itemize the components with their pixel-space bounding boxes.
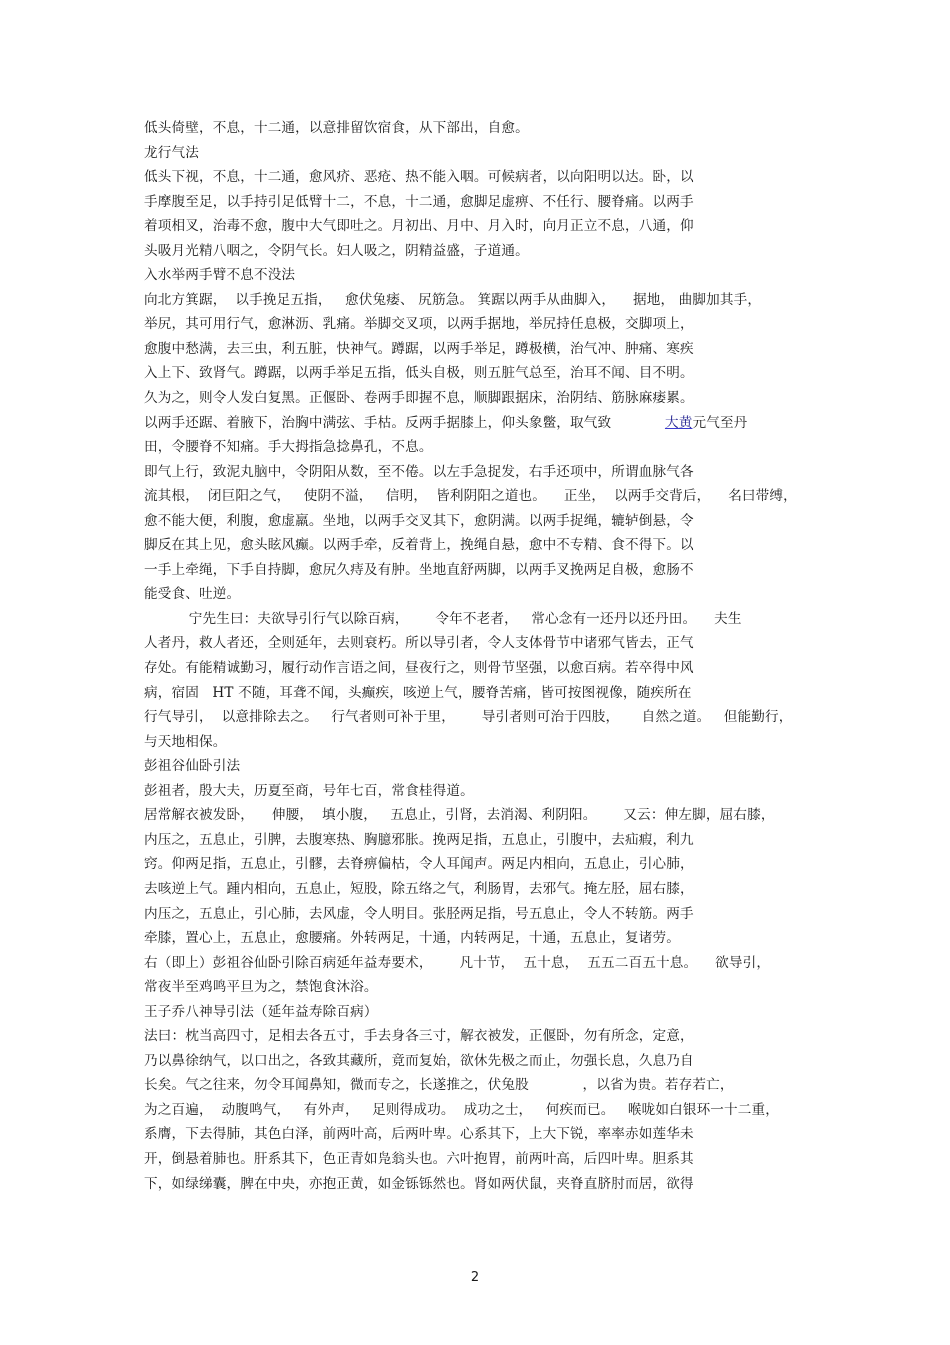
text-line: 下，如绿绨囊，脾在中央，亦抱正黄，如金铄铄然也。肾如两伏鼠，夹脊直脐肘而居，欲得 — [144, 1175, 694, 1192]
text-line: 居常解衣被发卧， 伸腰， 填小腹， 五息止，引肾，去消渴、利阴阳。 又云：伸左脚，屈右膝， — [144, 807, 775, 824]
text-line: 行气导引， 以意排除去之。 行气者则可补于里， 导引者则可治于四肢， 自然之道。 但能勤行， — [144, 709, 793, 726]
section-heading: 龙行气法 — [144, 144, 199, 161]
text-line — [144, 411, 824, 436]
text-line: 乃以鼻徐纳气，以口出之，各致其藏所，竟而复始，欲休先极之而止，勿强长息，久息乃自 — [144, 1052, 694, 1069]
text-line: 手摩腹至足，以手持引足低臂十二，不息，十二通，愈脚足虚痹、不任行、腰脊痛。以两手 — [144, 193, 694, 210]
text-line: 法曰：枕当高四寸，足相去各五寸，手去身各三寸，解衣被发，正偃卧，勿有所念，定意， — [144, 1028, 694, 1045]
text-line: 脚反在其上见，愈头眩风癫。以两手牵，反着背上，挽绳自悬，愈中不专精、食不得下。以 — [144, 537, 694, 554]
text-line: 常夜半至鸡鸣平旦为之，禁饱食沐浴。 — [144, 979, 378, 996]
text-line: 系膺，下去得肺，其色白泽，前两叶高，后两叶卑。心系其下，上大下锐，率率赤如莲华未 — [144, 1126, 694, 1143]
text-line: 为之百遍， 动腹鸣气， 有外声， 足则得成功。 成功之士， 何疾而已。 喉咙如白银环一十二重， — [144, 1101, 780, 1118]
text-line: 愈腹中愁满，去三虫，利五脏，快神气。蹲踞，以两手举足，蹲极横，治气冲、肿痛、寒疾 — [144, 340, 694, 357]
text-line: 低头下视，不息，十二通，愈风疥、恶疮、热不能入咽。可候病者，以向阳明以达。卧，以 — [144, 169, 694, 186]
text-line: 入上下、致肾气。蹲踞，以两手举足五指，低头自极，则五脏气总至，治耳不闻、目不明。 — [144, 365, 694, 382]
text-line: 去咳逆上气。踵内相向，五息止，短股，除五络之气，利肠胃，去邪气。掩左胫，屈右膝， — [144, 880, 694, 897]
text-line: 愈不能大便，利腹，愈虚羸。坐地，以两手交叉其下，愈阴满。以两手捉绳，辘轳倒悬，令 — [144, 512, 694, 529]
text-line: 宁先生曰：夫欲导引行气以除百病， 令年不老者， 常心念有一还丹以还丹田。 夫生 — [144, 610, 742, 627]
text-line: 向北方箕踞， 以手挽足五指， 愈伏兔痿、 尻筋急。 箕踞以两手从曲脚入， 据地， 曲脚加其手， — [144, 291, 762, 308]
section-heading: 王子乔八神导引法（延年益寿除百病） — [144, 1003, 378, 1020]
text-line: 流其根， 闭巨阳之气， 使阴不溢， 信明， 皆利阴阳之道也。 正坐， 以两手交背后， 名曰带缚， — [144, 488, 797, 505]
text-line: 内压之，五息止，引心肺，去风虚，令人明目。张胫两足指，号五息止，令人不转筋。两手 — [144, 905, 694, 922]
text-line: 病，宿固 HT 不随，耳聋不闻，头癫疾，咳逆上气，腰脊苦痛，皆可按图视像，随疾所在 — [144, 684, 692, 701]
text-line: 长矣。气之往来，勿令耳闻鼻知，微而专之，长遂推之，伏兔股 ，以省为贵。若存若亡， — [144, 1077, 734, 1094]
highlighted-term: 大黄 — [664, 414, 693, 431]
text-line: 牵膝，置心上，五息止，愈腰痛。外转两足，十通，内转两足，十通，五息止，复诸劳。 — [144, 930, 681, 947]
text-body — [144, 116, 824, 1196]
spacer — [611, 415, 665, 431]
text-line: 着项相叉，治毒不愈，腹中大气即吐之。月初出、月中、月入时，向月正立不息，八通，仰 — [144, 218, 694, 235]
text-line: 即气上行，致泥丸脑中，令阴阳从数，至不倦。以左手急捉发，右手还项中，所谓血脉气各 — [144, 463, 694, 480]
text-line: 头吸月光精八咽之，令阴气长。妇人吸之，阴精益盛，子道通。 — [144, 242, 529, 259]
section-heading: 入水举两手臂不息不没法 — [144, 267, 296, 284]
text-line: 彭祖者，殷大夫，历夏至商，号年七百，常食桂得道。 — [144, 782, 474, 799]
text-line: 能受食、吐逆。 — [144, 586, 241, 603]
text-line: 开，倒悬着肺也。肝系其下，色正青如凫翁头也。六叶抱胃，前两叶高，后四叶卑。胆系其 — [144, 1150, 694, 1167]
text-line: 与天地相保。 — [144, 733, 227, 750]
section-heading: 彭祖谷仙卧引法 — [144, 758, 241, 775]
text-segment: 元气至丹 — [692, 414, 748, 431]
text-line: 窍。仰两足指，五息止，引髎，去脊痹偏枯，令人耳闻声。两足内相向，五息止，引心肺， — [144, 856, 694, 873]
text-line: 存处。有能精诚勤习，履行动作言语之间，昼夜行之，则骨节坚强，以愈百病。若卒得中风 — [144, 660, 694, 677]
page-number: 2 — [470, 1270, 480, 1285]
text-line: 举尻，其可用行气，愈淋沥、乳痛。举脚交叉项，以两手据地，举尻持任息极，交脚项上， — [144, 316, 694, 333]
text-line: 人者丹，救人者还，全则延年，去则衰朽。所以导引者，令人支体骨节中诸邪气皆去，正气 — [144, 635, 694, 652]
text-line: 低头倚壁，不息，十二通，以意排留饮宿食，从下部出，自愈。 — [144, 120, 529, 136]
text-line: 一手上牵绳，下手自持脚，愈尻久痔及有肿。坐地直舒两脚，以两手叉挽两足自极，愈肠不 — [144, 561, 694, 578]
text-line: 右（即上）彭祖谷仙卧引除百病延年益寿要术， 凡十节， 五十息， 五五二百五十息。 欲导引， — [144, 954, 771, 971]
text-line: 内压之，五息止，引脾，去腹寒热、胸臆邪胀。挽两足指，五息止，引腹中，去疝瘕，利九 — [144, 831, 694, 848]
text-line: 田，令腰脊不知痛。手大拇指急捻鼻孔，不息。 — [144, 439, 433, 456]
text-segment: 以两手还踞、着腋下，治胸中满弦、手枯。反两手据膝上，仰头象鳖，取气致 — [144, 414, 612, 431]
text-line: 久为之，则令人发白复黑。正偃卧、卷两手即握不息，顺脚跟据床，治阴结、筋脉麻痿累。 — [144, 390, 694, 407]
